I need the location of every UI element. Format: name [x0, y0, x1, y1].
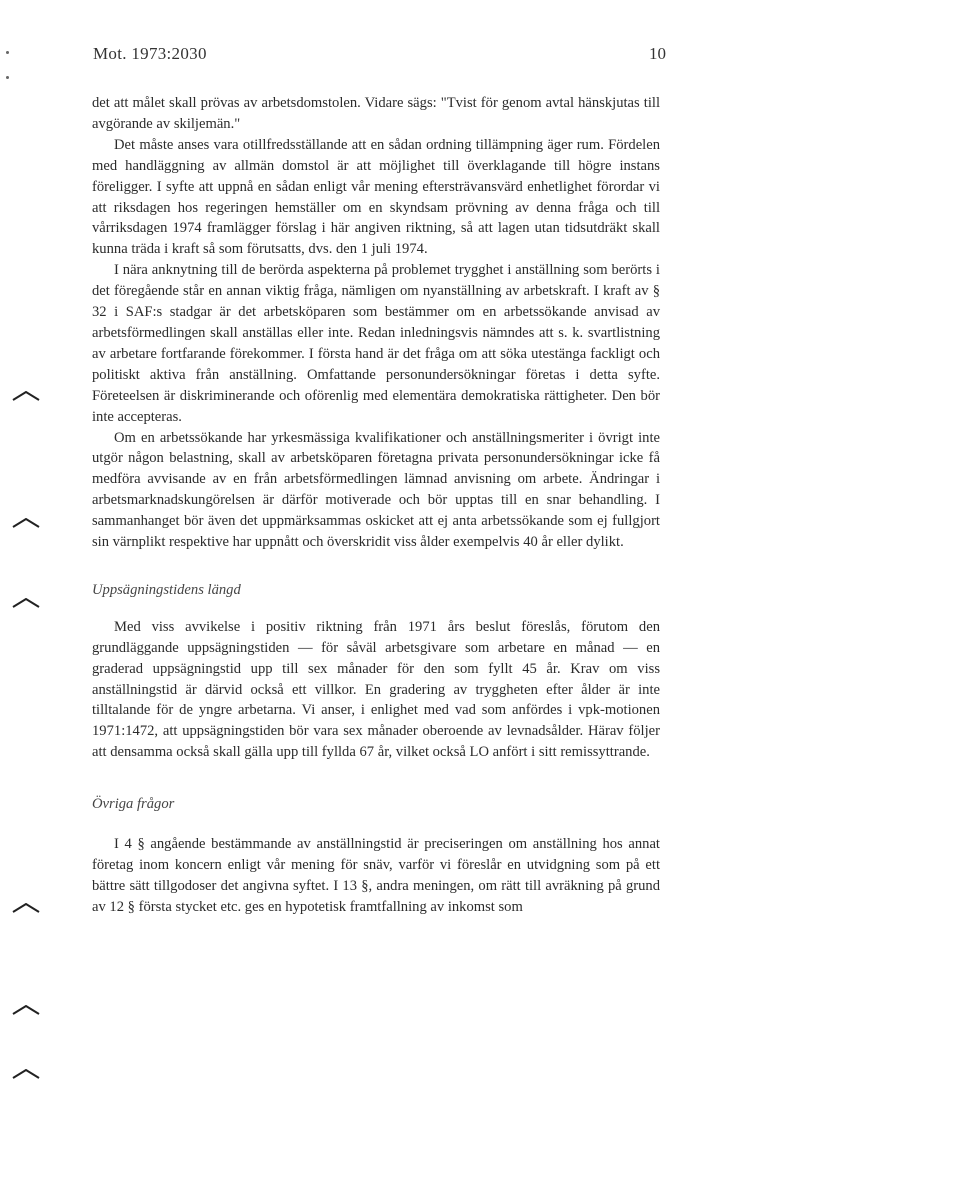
- margin-mark: [12, 1069, 40, 1079]
- running-header-title: Mot. 1973:2030: [93, 44, 207, 63]
- margin-mark: [12, 391, 40, 401]
- document-body: [92, 93, 660, 918]
- margin-mark: [12, 518, 40, 528]
- margin-dot: [6, 76, 9, 79]
- margin-mark: [12, 903, 40, 913]
- body-paragraph: I 4 § angående bestämmande av anställningstid är preciseringen om anställning hos annat företag inom koncern enligt vår mening för snäv, varför vi föreslår en utvidgning som på ett bättre sätt tillgodoser det angivna syftet. I 13 §, andra meningen, om rätt till avräkning på grund av 12 § första stycket etc. ges en hypotetisk framtfallning av inkomst som: [92, 836, 660, 915]
- body-paragraph: det att målet skall prövas av arbetsdomstolen. Vidare sägs: "Tvist för genom avtal hänskjutas till avgörande av skiljemän.": [92, 95, 660, 132]
- body-paragraph: Det måste anses vara otillfredsställande att en sådan ordning tillämpning äger rum. Fördelen med handläggning av allmän domstol är att möjlighet till överklagande till högre instans föreligger. I syfte att uppnå en sådan enligt vår mening eftersträvansvärd enhetlighet förordar vi att riksdagen hos regeringen hemställer om en skyndsam prövning av denna fråga och till vårriksdagen 1974 framlägger förslag i här angiven riktning, så att lagen utan tidsutdräkt skall kunna träda i kraft så som förutsatts, dvs. den 1 juli 1974.: [92, 136, 660, 258]
- section-heading: Övriga frågor: [92, 796, 175, 813]
- body-paragraph: Om en arbetssökande har yrkesmässiga kvalifikationer och anställningsmeriter i övrigt inte utgör någon belastning, skall av arbetsköparen företagna privata personundersökningar icke få medföra avvisande av en från arbetsförmedlingen lämnad anvisning om arbete. Ändringar i arbetsmarknadskungörelsen är därför motiverade och bör upptas till en snar behandling. I sammanhanget bör även det uppmärksammas oskicket att ej anta arbetssökande som ej fullgjort sin värnplikt respektive har uppnått och överskridit viss ålder exempelvis 40 år eller dylikt.: [92, 429, 660, 551]
- body-paragraph: I nära anknytning till de berörda aspekterna på problemet trygghet i anställning som berörts i det föregående står en annan viktig fråga, nämligen om nyanställning av arbetskraft. I kraft av § 32 i SAF:s stadgar är det arbetsköparen som bestämmer om en arbetssökande anvisad av arbetsförmedlingen skall anställas eller inte. Redan inledningsvis nämndes att s. k. svartlistning av arbetare fortfarande förekommer. I första hand är det fråga om att söka utestänga fackligt och politiskt aktiva från anställning. Omfattande personundersökningar företas i detta syfte. Företeelsen är diskriminerande och oförenlig med elementära demokratiska rättigheter. Den bör inte accepteras.: [92, 262, 660, 425]
- margin-dot: [6, 51, 9, 54]
- body-paragraph: Med viss avvikelse i positiv riktning från 1971 års beslut föreslås, förutom den grundläggande uppsägningstiden — för såväl arbetsgivare som arbetare en månad — en graderad uppsägningstid upp till sex månader för den som fyllt 45 år. Krav om viss anställningstid är därvid också ett villkor. En gradering av tryggheten efter ålder är inte tilltalande för de yngre arbetarna. Vi anser, i enlighet med vad som anfördes i vpk-motionen 1971:1472, att uppsägningstiden bör vara sex månader oberoende av levnadsålder. Härav följer att densamma också skall gälla upp till fyllda 67 år, vilket också LO anfört i sitt remissyttrande.: [92, 618, 660, 761]
- margin-mark: [12, 1005, 40, 1015]
- margin-mark: [12, 598, 40, 608]
- section-heading: Uppsägningstidens längd: [92, 581, 241, 598]
- page-number: 10: [649, 44, 666, 63]
